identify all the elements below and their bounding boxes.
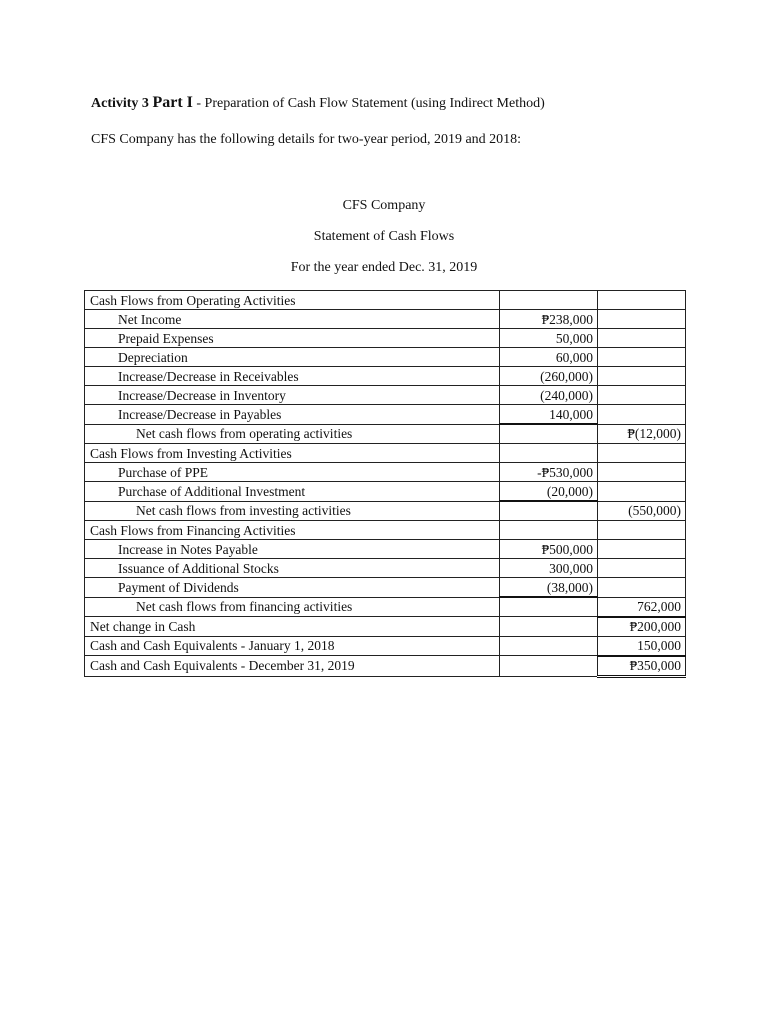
table-row: [85, 310, 686, 329]
subtotal-amount: ₱(12,000): [598, 424, 686, 444]
row-label: Increase/Decrease in Receivables: [85, 367, 500, 386]
total-label: Cash and Cash Equivalents - December 31, 2019: [85, 656, 500, 677]
row-label: Purchase of Additional Investment: [85, 482, 500, 502]
activity-description: - Preparation of Cash Flow Statement (using Indirect Method): [192, 96, 545, 111]
row-label: Prepaid Expenses: [85, 329, 500, 348]
row-label: Issuance of Additional Stocks: [85, 559, 500, 578]
intro-text: CFS Company has the following details for two-year period, 2019 and 2018:: [91, 132, 522, 147]
row-amount: (20,000): [500, 482, 598, 502]
row-label: Increase in Notes Payable: [85, 540, 500, 559]
row-label: Net Income: [85, 310, 500, 329]
table-row: [85, 540, 686, 559]
total-amount: ₱350,000: [598, 656, 686, 677]
table-row: [85, 405, 686, 425]
table-row: [85, 636, 686, 656]
activity-heading: [91, 94, 545, 112]
subtotal-label: Net cash flows from operating activities: [85, 424, 500, 444]
subtotal-label: Net cash flows from investing activities: [85, 501, 500, 521]
statement-title: Statement of Cash Flows: [313, 229, 455, 244]
row-amount: 140,000: [500, 405, 598, 425]
table-row: [85, 656, 686, 677]
total-label: Net change in Cash: [85, 617, 500, 637]
section-header-operating: Cash Flows from Operating Activities: [85, 291, 500, 310]
row-amount: (38,000): [500, 578, 598, 598]
subtotal-amount: 762,000: [598, 597, 686, 617]
table-row: [85, 424, 686, 444]
row-amount: 300,000: [500, 559, 598, 578]
row-label: Increase/Decrease in Payables: [85, 405, 500, 425]
table-row: [85, 617, 686, 637]
row-amount: 60,000: [500, 348, 598, 367]
part-label: Part I: [152, 94, 193, 111]
row-label: Depreciation: [85, 348, 500, 367]
row-label: Purchase of PPE: [85, 463, 500, 482]
row-amount: -₱530,000: [500, 463, 598, 482]
row-label: Payment of Dividends: [85, 578, 500, 598]
table-row: [85, 597, 686, 617]
total-amount: 150,000: [598, 636, 686, 656]
statement-period: For the year ended Dec. 31, 2019: [290, 260, 478, 275]
table-row: [85, 578, 686, 598]
row-amount: ₱500,000: [500, 540, 598, 559]
row-label: Increase/Decrease in Inventory: [85, 386, 500, 405]
row-amount: 50,000: [500, 329, 598, 348]
table-row: [85, 329, 686, 348]
subtotal-amount: (550,000): [598, 501, 686, 521]
activity-label: Activity 3: [91, 96, 149, 111]
subtotal-label: Net cash flows from financing activities: [85, 597, 500, 617]
section-header-investing: Cash Flows from Investing Activities: [85, 444, 500, 463]
row-amount: (260,000): [500, 367, 598, 386]
table-row: [85, 463, 686, 482]
table-row: [85, 348, 686, 367]
table-row: [85, 501, 686, 521]
section-header-financing: Cash Flows from Financing Activities: [85, 521, 500, 540]
company-name: CFS Company: [342, 198, 426, 213]
cash-flow-table: [84, 290, 686, 678]
table-row: [85, 367, 686, 386]
table-row: [85, 521, 686, 540]
total-label: Cash and Cash Equivalents - January 1, 2018: [85, 636, 500, 656]
total-amount: ₱200,000: [598, 617, 686, 637]
table-row: [85, 291, 686, 310]
row-amount: ₱238,000: [500, 310, 598, 329]
table-row: [85, 386, 686, 405]
table-row: [85, 444, 686, 463]
row-amount: (240,000): [500, 386, 598, 405]
table-row: [85, 559, 686, 578]
table-row: [85, 482, 686, 502]
